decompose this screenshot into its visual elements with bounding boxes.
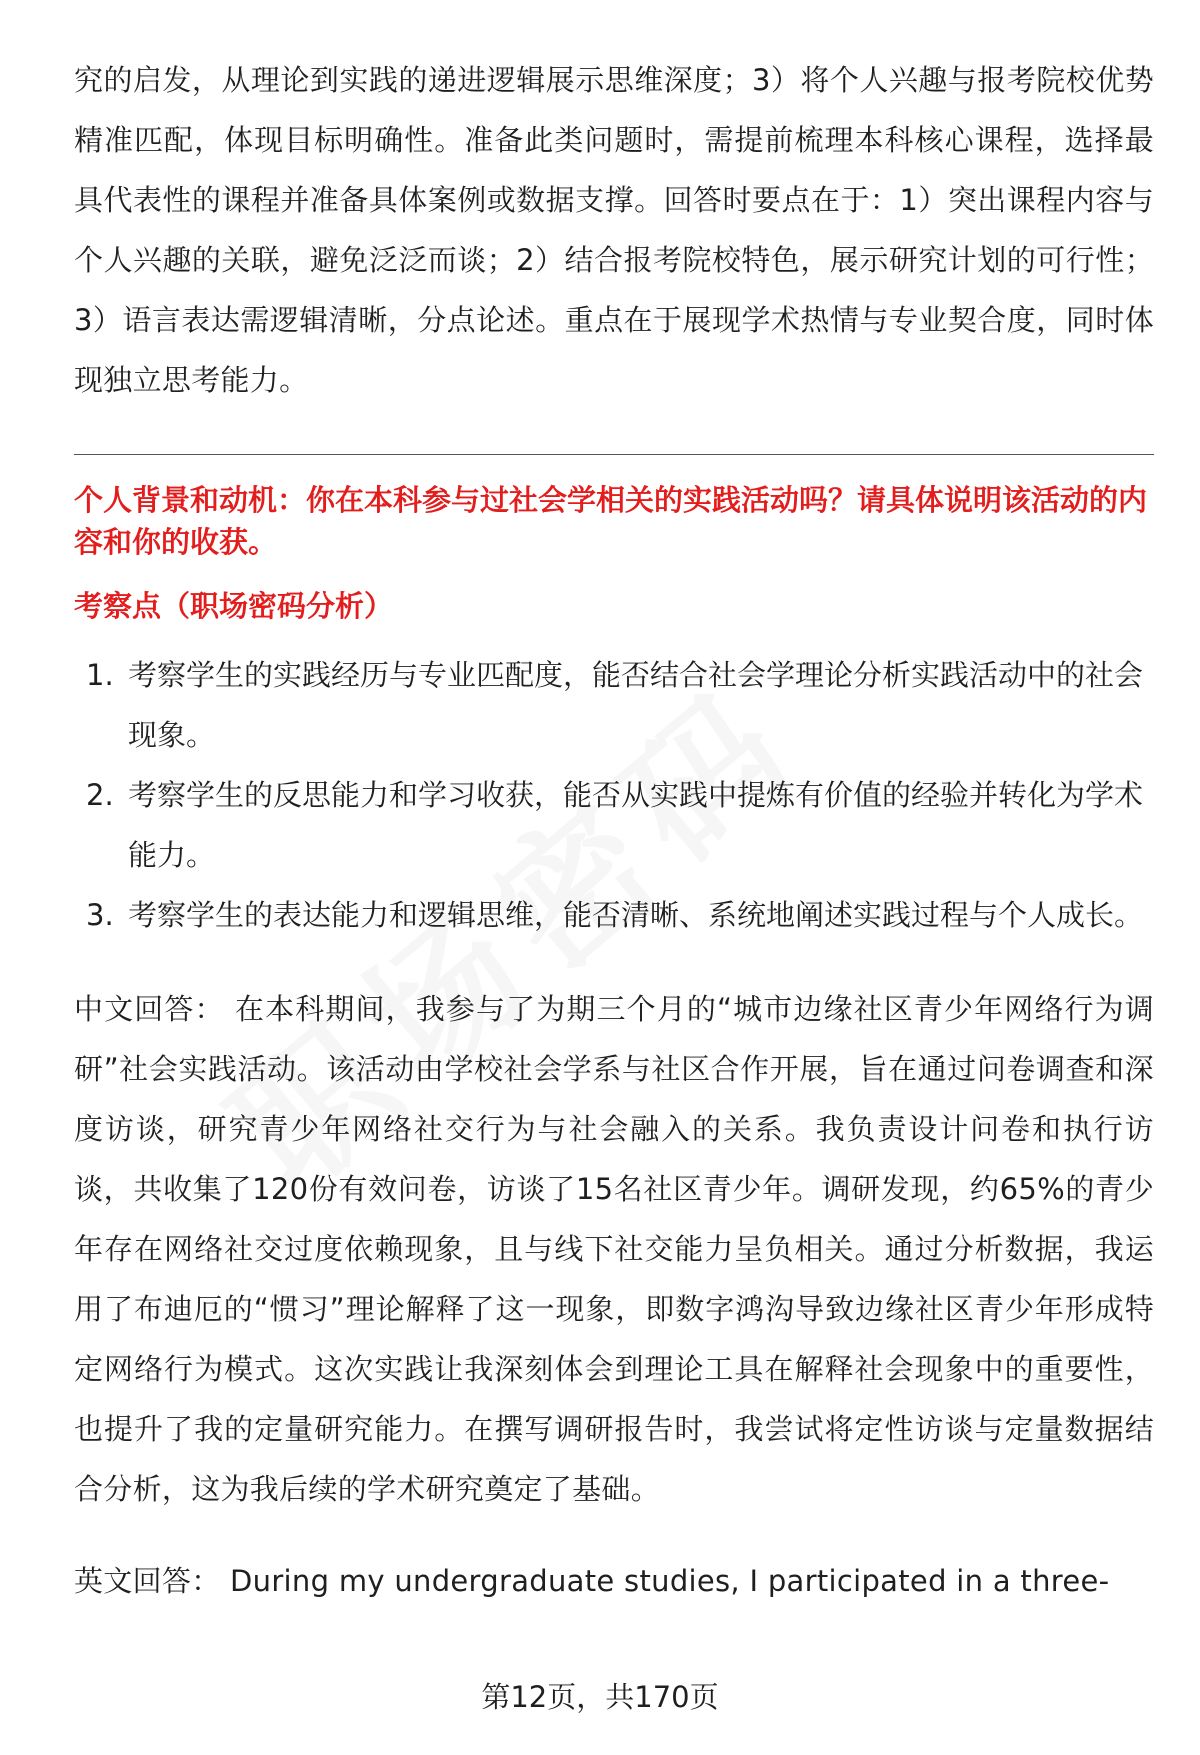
list-item-number: 1. — [86, 658, 114, 692]
chinese-answer: 中文回答： 在本科期间，我参与了为期三个月的“城市边缘社区青少年网络行为调研”社会实践活动。该活动由学校社会学系与社区合作开展，旨在通过问卷调查和深度访谈，研究青少年网络社交行为与社会融入的关系。我负责设计问卷和执行访谈，共收集了120份有效问卷，访谈了15名社区青少年。调研发现，约65%的青少年存在网络社交过度依赖现象，且与线下社交能力呈负相关。通过分析数据，我运用了布迪厄的“惯习”理论解释了这一现象，即数字鸿沟导致边缘社区青少年形成特定网络行为模式。这次实践让我深刻体会到理论工具在解释社会现象中的重要性，也提升了我的定量研究能力。在撰写调研报告时，我尝试将定性访谈与定量数据结合分析，这为我后续的学术研究奠定了基础。 — [74, 992, 1154, 1506]
page-footer: 第12页，共170页 — [481, 1680, 719, 1714]
list-item-text: 考察学生的表达能力和逻辑思维，能否清晰、系统地阐述实践过程与个人成长。 — [128, 898, 1144, 932]
question-heading: 个人背景和动机：你在本科参与过社会学相关的实践活动吗？请具体说明该活动的内容和你的收获。 — [74, 483, 1148, 559]
assessment-points-heading: 考察点（职场密码分析） — [74, 589, 394, 623]
list-item-number: 2. — [86, 778, 114, 812]
list-item-text: 考察学生的反思能力和学习收获，能否从实践中提炼有价值的经验并转化为学术能力。 — [128, 778, 1144, 872]
intro-paragraph: 究的启发，从理论到实践的递进逻辑展示思维深度；3）将个人兴趣与报考院校优势精准匹配，体现目标明确性。准备此类问题时，需提前梳理本科核心课程，选择最具代表性的课程并准备具体案例或数据支撑。回答时要点在于：1）突出课程内容与个人兴趣的关联，避免泛泛而谈；2）结合报考院校特色，展示研究计划的可行性；3）语言表达需逻辑清晰，分点论述。重点在于展现学术热情与专业契合度，同时体现独立思考能力。 — [74, 63, 1154, 397]
list-item-text: 考察学生的实践经历与专业匹配度，能否结合社会学理论分析实践活动中的社会现象。 — [128, 658, 1144, 752]
page-content — [74, 50, 1154, 1611]
list-item — [74, 765, 1154, 885]
english-answer: 英文回答： During my undergraduate studies, I participated in a three- — [74, 1564, 1110, 1598]
assessment-points-list — [74, 645, 1154, 945]
list-item — [74, 885, 1154, 945]
section-divider — [74, 454, 1154, 455]
list-item-number: 3. — [86, 898, 114, 932]
list-item — [74, 645, 1154, 765]
